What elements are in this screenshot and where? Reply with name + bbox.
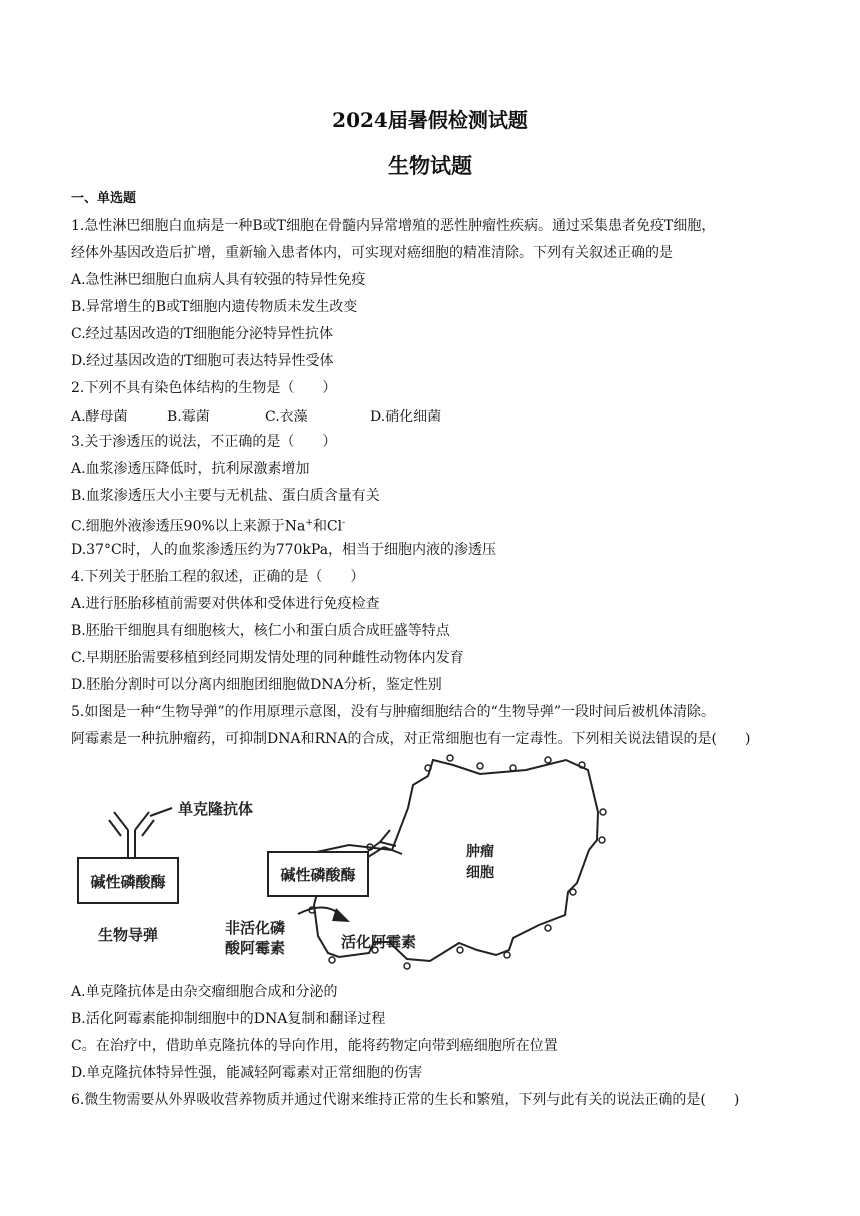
q4-option-b: B.胚胎干细胞具有细胞核大，核仁小和蛋白质合成旺盛等特点 bbox=[71, 623, 450, 639]
q4-option-a: A.进行胚胎移植前需要对供体和受体进行免疫检查 bbox=[71, 596, 380, 612]
q4-option-c: C.早期胚胎需要移植到经同期发情处理的同种雌性动物体内发育 bbox=[71, 650, 464, 666]
label-enzyme-left: 碱性磷酸酶 bbox=[90, 873, 166, 891]
q4-stem: 4.下列关于胚胎工程的叙述，正确的是（ ） bbox=[71, 569, 365, 585]
label-active: 活化阿霉素 bbox=[341, 933, 417, 951]
q2-stem: 2.下列不具有染色体结构的生物是（ ） bbox=[71, 380, 337, 396]
q5-stem-line1: 5.如图是一种“生物导弹”的作用原理示意图，没有与肿瘤细胞结合的“生物导弹”一段时间后被机体清除。 bbox=[71, 704, 715, 720]
biological-missile-figure bbox=[70, 750, 630, 975]
q3-stem: 3.关于渗透压的说法，不正确的是（ ） bbox=[71, 434, 337, 450]
label-enzyme-right: 碱性磷酸酶 bbox=[280, 866, 356, 884]
missile-antibody-icon bbox=[109, 808, 172, 858]
q1-option-b: B.异常增生的B或T细胞内遗传物质未发生改变 bbox=[71, 299, 358, 315]
label-inactive-line2: 酸阿霉素 bbox=[225, 939, 286, 957]
exam-title: 2024届暑假检测试题 bbox=[332, 108, 528, 132]
q1-option-d: D.经过基因改造的T细胞可表达特异性受体 bbox=[71, 353, 334, 369]
q1-option-c: C.经过基因改造的T细胞能分泌特异性抗体 bbox=[71, 326, 333, 342]
q1-stem-line2: 经体外基因改造后扩增，重新输入患者体内，可实现对癌细胞的精准清除。下列有关叙述正确的是 bbox=[71, 245, 673, 261]
q5-option-d: D.单克隆抗体特异性强，能减轻阿霉素对正常细胞的伤害 bbox=[71, 1065, 423, 1081]
q1-stem-line1: 1.急性淋巴细胞白血病是一种B或T细胞在骨髓内异常增殖的恶性肿瘤性疾病。通过采集患者免疫T细胞， bbox=[71, 218, 716, 234]
q4-option-d: D.胚胎分割时可以分离内细胞团细胞做DNA分析，鉴定性别 bbox=[71, 677, 442, 693]
q3-option-d: D.37°C时，人的血浆渗透压约为770kPa，相当于细胞内液的渗透压 bbox=[71, 542, 497, 558]
q2-option-d: D.硝化细菌 bbox=[370, 409, 442, 425]
label-tumor-line2: 细胞 bbox=[466, 865, 494, 881]
q2-option-c: C.衣藻 bbox=[265, 409, 308, 425]
q2-option-a: A.酵母菌 bbox=[71, 409, 128, 425]
section-heading: 一、单选题 bbox=[71, 191, 137, 206]
q3-option-a: A.血浆渗透压降低时，抗利尿激素增加 bbox=[71, 461, 310, 477]
exam-subtitle: 生物试题 bbox=[388, 153, 472, 178]
q3-option-b: B.血浆渗透压大小主要与无机盐、蛋白质含量有关 bbox=[71, 488, 380, 504]
label-antibody: 单克隆抗体 bbox=[178, 800, 254, 818]
q5-option-a: A.单克隆抗体是由杂交瘤细胞合成和分泌的 bbox=[71, 984, 338, 1000]
q3-option-c: C.细胞外液渗透压90%以上来源于Na+和Cl- bbox=[71, 518, 346, 535]
q1-option-a: A.急性淋巴细胞白血病人具有较强的特异性免疫 bbox=[71, 272, 366, 288]
q6-stem: 6.微生物需要从外界吸收营养物质并通过代谢来维持正常的生长和繁殖，下列与此有关的说法正确的是( ) bbox=[71, 1092, 740, 1108]
q5-option-c: C。在治疗中，借助单克隆抗体的导向作用，能将药物定向带到癌细胞所在位置 bbox=[71, 1038, 558, 1054]
label-inactive-line1: 非活化磷 bbox=[225, 919, 286, 937]
bound-antibody-icon bbox=[368, 830, 402, 857]
q5-stem-line2: 阿霉素是一种抗肿瘤药，可抑制DNA和RNA的合成，对正常细胞也有一定毒性。下列相关说法错误的是( ) bbox=[71, 731, 751, 747]
q5-option-b: B.活化阿霉素能抑制细胞中的DNA复制和翻译过程 bbox=[71, 1011, 386, 1027]
q2-option-b: B.霉菌 bbox=[167, 409, 210, 425]
label-missile: 生物导弹 bbox=[97, 926, 159, 944]
label-tumor-line1: 肿瘤 bbox=[466, 844, 494, 860]
